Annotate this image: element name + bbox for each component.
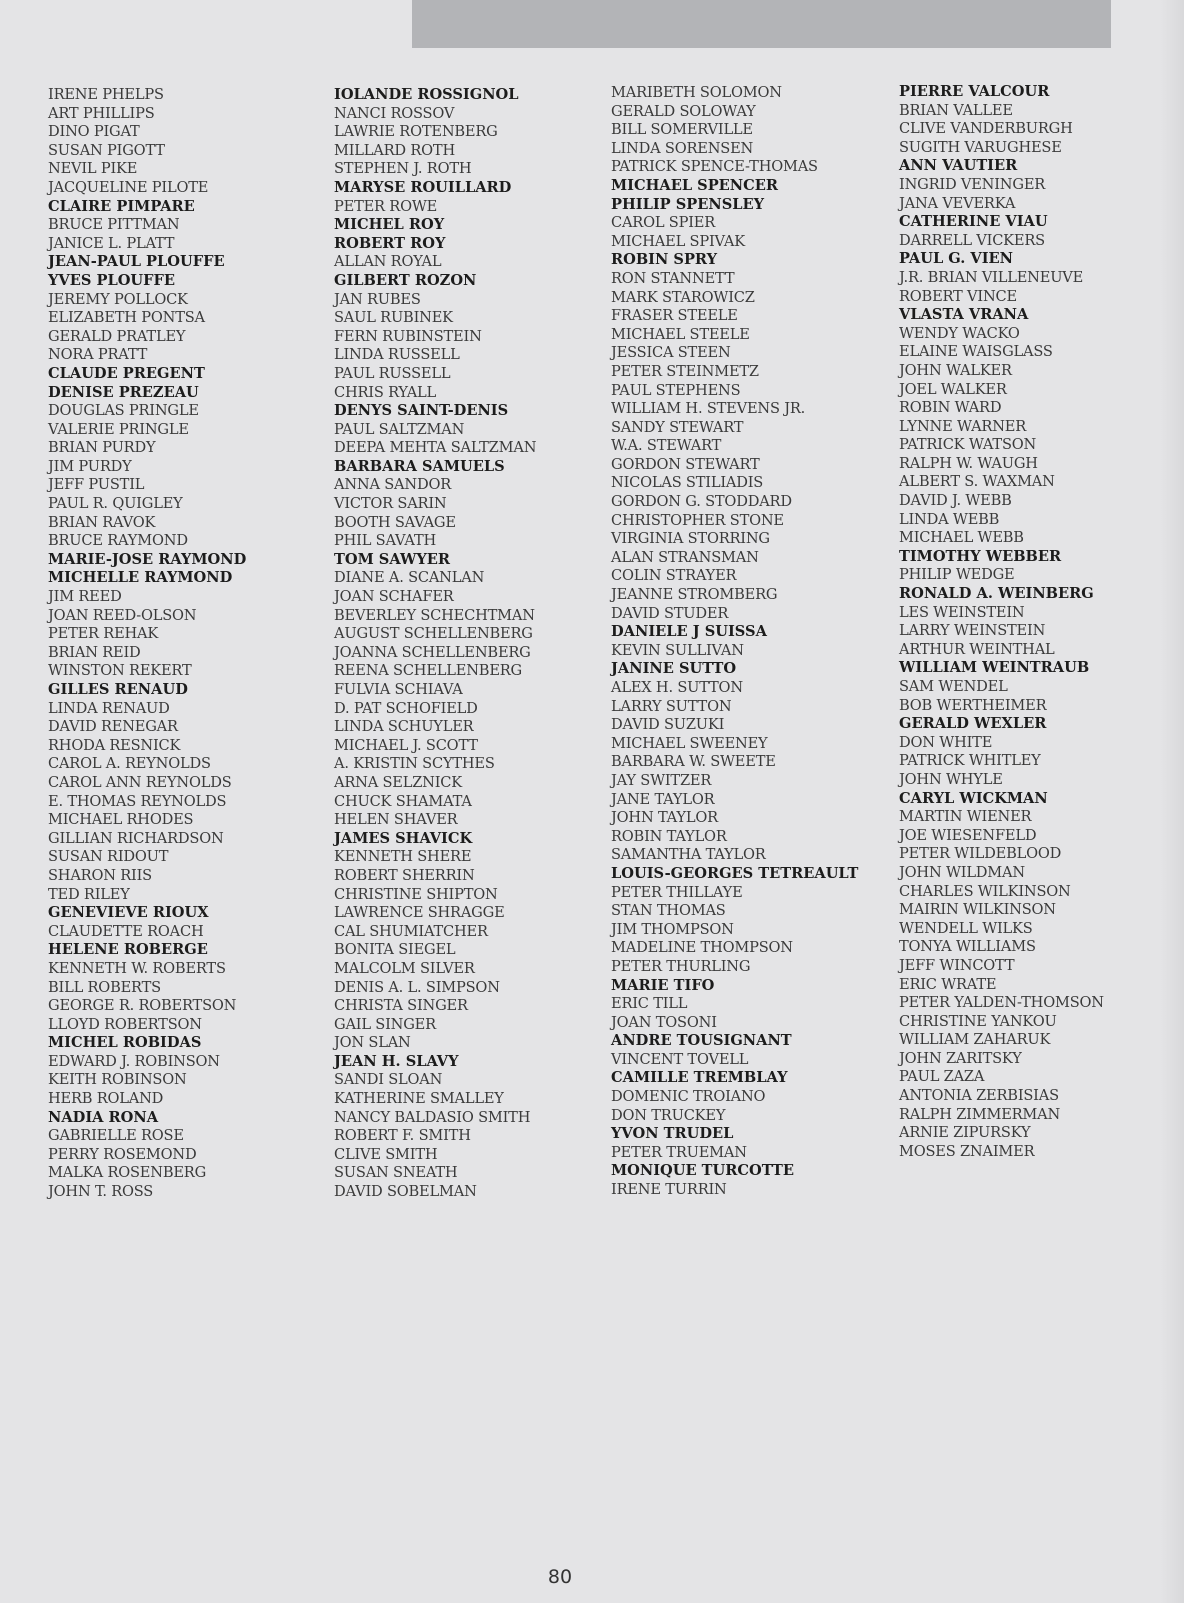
name-entry: ELIZABETH PONTSA <box>48 309 205 327</box>
name-entry: DEEPA MEHTA SALTZMAN <box>334 439 537 457</box>
name-entry: LAWRENCE SHRAGGE <box>334 904 505 922</box>
name-entry: JEFF PUSTIL <box>48 476 145 494</box>
name-entry: LES WEINSTEIN <box>899 603 1025 621</box>
name-entry: VALERIE PRINGLE <box>48 420 189 438</box>
name-entry: LINDA WEBB <box>899 510 1000 528</box>
name-entry: ROBIN WARD <box>899 399 1002 417</box>
name-entry: JEREMY POLLOCK <box>48 290 188 308</box>
page-edge-shadow <box>1160 0 1184 1603</box>
name-entry: SUSAN RIDOUT <box>48 848 169 866</box>
name-entry: BRIAN RAVOK <box>48 513 156 531</box>
name-entry: PETER THILLAYE <box>611 883 743 901</box>
name-entry: DENIS A. L. SIMPSON <box>334 978 500 996</box>
name-entry: BONITA SIEGEL <box>334 941 456 959</box>
name-entry: PETER YALDEN-THOMSON <box>899 994 1104 1012</box>
name-column-1 <box>48 86 246 1202</box>
name-entry: ALBERT S. WAXMAN <box>899 473 1055 491</box>
name-entry: ELAINE WAISGLASS <box>899 343 1053 361</box>
name-entry: TED RILEY <box>48 885 130 903</box>
name-entry: ALEX H. SUTTON <box>611 679 743 696</box>
name-entry: CAL SHUMIATCHER <box>334 922 488 940</box>
name-entry: YVES PLOUFFE <box>48 271 176 289</box>
name-entry: PAUL RUSSELL <box>334 364 451 382</box>
name-entry: JIM PURDY <box>48 457 132 475</box>
name-entry: DINO PIGAT <box>48 123 140 141</box>
name-entry: TOM SAWYER <box>334 550 451 568</box>
name-entry: DAVID SOBELMAN <box>334 1183 477 1201</box>
name-entry: DANIELE J SUISSA <box>611 623 767 641</box>
name-entry: SAUL RUBINEK <box>334 309 453 327</box>
name-entry: GABRIELLE ROSE <box>48 1127 184 1145</box>
name-entry: LINDA SORENSEN <box>611 139 754 157</box>
name-entry: RHODA RESNICK <box>48 736 181 754</box>
name-entry: JANINE SUTTO <box>611 660 737 678</box>
name-entry: JOHN WALKER <box>899 361 1012 379</box>
name-entry: ART PHILLIPS <box>48 104 155 122</box>
name-entry: GORDON G. STODDARD <box>611 493 792 511</box>
name-entry: LYNNE WARNER <box>899 417 1027 435</box>
name-entry: JOE WIESENFELD <box>899 826 1037 844</box>
header-gray-bar <box>412 0 1111 48</box>
name-entry: ARNA SELZNICK <box>334 773 462 791</box>
name-entry: LINDA SCHUYLER <box>334 718 474 736</box>
name-entry: MARYSE ROUILLARD <box>334 178 512 196</box>
name-entry: RALPH W. WAUGH <box>899 454 1038 472</box>
name-entry: JOAN REED-OLSON <box>48 606 197 624</box>
name-entry: BOOTH SAVAGE <box>334 513 456 531</box>
name-entry: MOSES ZNAIMER <box>899 1142 1035 1160</box>
name-entry: NEVIL PIKE <box>48 160 138 178</box>
name-entry: INGRID VENINGER <box>899 175 1046 193</box>
name-entry: SUGITH VARUGHESE <box>899 138 1062 156</box>
name-entry: KEVIN SULLIVAN <box>611 641 744 659</box>
name-entry: JANE TAYLOR <box>611 790 715 808</box>
name-entry: VINCENT TOVELL <box>611 1050 749 1068</box>
name-entry: JIM THOMPSON <box>611 920 734 938</box>
name-entry: MARK STAROWICZ <box>611 288 755 306</box>
name-entry: PETER REHAK <box>48 625 159 643</box>
name-entry: GERALD SOLOWAY <box>611 102 756 120</box>
name-entry: BRUCE RAYMOND <box>48 532 188 550</box>
name-entry: JAY SWITZER <box>611 771 712 789</box>
name-entry: DAVID J. WEBB <box>899 492 1012 510</box>
name-entry: JOHN WHYLE <box>899 770 1003 788</box>
name-entry: HELENE ROBERGE <box>48 941 208 959</box>
name-entry: PAUL STEPHENS <box>611 381 741 399</box>
name-entry: WILLIAM H. STEVENS JR. <box>611 400 806 418</box>
name-entry: PATRICK SPENCE-THOMAS <box>611 158 818 176</box>
name-entry: NANCY BALDASIO SMITH <box>334 1108 531 1126</box>
name-entry: MILLARD ROTH <box>334 141 455 159</box>
name-entry: BOB WERTHEIMER <box>899 696 1047 714</box>
name-entry: TONYA WILLIAMS <box>899 938 1036 956</box>
name-entry: NICOLAS STILIADIS <box>611 474 764 492</box>
name-entry: CARYL WICKMAN <box>899 789 1048 807</box>
name-entry: JOEL WALKER <box>899 380 1007 398</box>
name-entry: SAMANTHA TAYLOR <box>611 846 766 864</box>
name-entry: JOHN WILDMAN <box>899 863 1025 881</box>
name-entry: EDWARD J. ROBINSON <box>48 1052 220 1070</box>
name-entry: DAVID SUZUKI <box>611 716 725 734</box>
name-entry: ALLAN ROYAL <box>334 253 442 271</box>
name-entry: MICHEL ROBIDAS <box>48 1034 202 1052</box>
name-entry: CAROL ANN REYNOLDS <box>48 773 232 791</box>
name-entry: PETER THURLING <box>611 957 751 975</box>
name-entry: PERRY ROSEMOND <box>48 1145 197 1163</box>
name-entry: CLIVE SMITH <box>334 1145 438 1163</box>
name-entry: CHRISTOPHER STONE <box>611 511 784 529</box>
name-entry: CAROL SPIER <box>611 214 716 232</box>
name-entry: PETER STEINMETZ <box>611 362 759 380</box>
name-entry: IRENE TURRIN <box>611 1181 727 1199</box>
name-entry: MICHAEL SWEENEY <box>611 734 768 752</box>
name-entry: WILLIAM WEINTRAUB <box>899 659 1090 677</box>
name-entry: HELEN SHAVER <box>334 811 458 829</box>
name-entry: MICHAEL J. SCOTT <box>334 736 478 754</box>
name-entry: WINSTON REKERT <box>48 662 192 680</box>
name-entry: DENYS SAINT-DENIS <box>334 402 509 420</box>
name-entry: SAM WENDEL <box>899 678 1008 695</box>
name-entry: JIM REED <box>48 588 122 606</box>
name-entry: ROBIN SPRY <box>611 251 718 269</box>
name-entry: A. KRISTIN SCYTHES <box>334 755 495 773</box>
name-entry: CLAUDETTE ROACH <box>48 922 204 940</box>
name-entry: COLIN STRAYER <box>611 567 737 585</box>
name-entry: LOUIS-GEORGES TETREAULT <box>611 864 859 882</box>
name-entry: JAMES SHAVICK <box>334 829 473 847</box>
name-entry: PATRICK WATSON <box>899 436 1037 454</box>
name-entry: JOHN TAYLOR <box>611 809 718 827</box>
name-entry: CATHERINE VIAU <box>899 213 1048 231</box>
name-entry: JOHN ZARITSKY <box>899 1049 1022 1067</box>
name-entry: VLASTA VRANA <box>899 306 1029 324</box>
name-entry: E. THOMAS REYNOLDS <box>48 792 227 810</box>
name-entry: CLIVE VANDERBURGH <box>899 120 1073 138</box>
name-entry: BRUCE PITTMAN <box>48 216 180 234</box>
name-entry: ANN VAUTIER <box>899 157 1018 175</box>
name-entry: JOAN TOSONI <box>611 1013 717 1031</box>
name-entry: CHRISTA SINGER <box>334 997 468 1015</box>
name-entry: CLAUDE PREGENT <box>48 364 205 382</box>
name-entry: BILL ROBERTS <box>48 978 161 996</box>
name-entry: YVON TRUDEL <box>611 1125 734 1143</box>
name-column-3 <box>611 84 858 1200</box>
name-entry: ROBERT SHERRIN <box>334 866 475 884</box>
name-entry: CAROL A. REYNOLDS <box>48 755 211 773</box>
name-entry: CHRIS RYALL <box>334 383 437 401</box>
name-entry: BRIAN REID <box>48 643 141 661</box>
name-entry: KENNETH SHERE <box>334 848 472 866</box>
name-entry: GERALD WEXLER <box>899 715 1047 733</box>
name-entry: NADIA RONA <box>48 1108 159 1126</box>
name-entry: HERB ROLAND <box>48 1090 164 1108</box>
name-entry: GERALD PRATLEY <box>48 327 186 345</box>
name-entry: RALPH ZIMMERMAN <box>899 1105 1061 1123</box>
name-entry: JANICE L. PLATT <box>48 234 175 252</box>
name-entry: JOAN SCHAFER <box>334 588 454 606</box>
name-entry: PHILIP WEDGE <box>899 566 1015 584</box>
name-entry: KATHERINE SMALLEY <box>334 1090 504 1108</box>
name-entry: CHARLES WILKINSON <box>899 882 1071 900</box>
name-entry: BEVERLEY SCHECHTMAN <box>334 606 535 624</box>
name-entry: PHIL SAVATH <box>334 532 437 550</box>
name-entry: GILLES RENAUD <box>48 681 188 698</box>
name-entry: ANDRE TOUSIGNANT <box>611 1032 792 1050</box>
name-entry: DOMENIC TROIANO <box>611 1088 766 1106</box>
name-entry: JOANNA SCHELLENBERG <box>334 643 531 661</box>
name-entry: ROBERT VINCE <box>899 287 1017 305</box>
name-entry: ROBERT ROY <box>334 234 446 252</box>
name-entry: RONALD A. WEINBERG <box>899 585 1094 603</box>
name-entry: MICHELLE RAYMOND <box>48 569 233 587</box>
name-entry: PETER WILDEBLOOD <box>899 845 1062 863</box>
name-entry: KEITH ROBINSON <box>48 1071 187 1089</box>
name-entry: ALAN STRANSMAN <box>611 548 759 566</box>
name-entry: DARRELL VICKERS <box>899 231 1045 249</box>
name-entry: MONIQUE TURCOTTE <box>611 1162 795 1180</box>
name-entry: BILL SOMERVILLE <box>611 121 753 139</box>
name-entry: NANCI ROSSOV <box>334 104 455 122</box>
name-entry: LINDA RENAUD <box>48 699 170 717</box>
name-entry: BRIAN PURDY <box>48 439 156 457</box>
name-entry: PAUL R. QUIGLEY <box>48 495 183 513</box>
name-entry: AUGUST SCHELLENBERG <box>334 625 533 643</box>
name-entry: MALKA ROSENBERG <box>48 1164 207 1182</box>
name-entry: MICHEL ROY <box>334 216 445 234</box>
name-entry: BARBARA SAMUELS <box>334 457 505 475</box>
name-entry: RON STANNETT <box>611 269 735 287</box>
name-entry: MARIBETH SOLOMON <box>611 84 782 101</box>
name-entry: ROBIN TAYLOR <box>611 827 727 845</box>
name-entry: DIANE A. SCANLAN <box>334 569 485 587</box>
name-column-4 <box>899 83 1104 1161</box>
name-entry: SUSAN PIGOTT <box>48 141 165 159</box>
name-entry: ARTHUR WEINTHAL <box>899 640 1055 658</box>
page-number: 80 <box>547 1566 573 1588</box>
name-entry: JEANNE STROMBERG <box>611 586 778 604</box>
name-entry: GENEVIEVE RIOUX <box>48 904 209 922</box>
name-entry: WENDELL WILKS <box>899 919 1033 937</box>
name-entry: VIRGINIA STORRING <box>611 530 770 548</box>
name-entry: CAMILLE TREMBLAY <box>611 1069 788 1087</box>
name-entry: SHARON RIIS <box>48 866 152 884</box>
name-entry: DON TRUCKEY <box>611 1106 726 1124</box>
name-entry: MICHAEL WEBB <box>899 529 1024 547</box>
name-entry: ANNA SANDOR <box>334 476 452 494</box>
name-entry: MARIE-JOSE RAYMOND <box>48 550 247 568</box>
name-entry: TIMOTHY WEBBER <box>899 547 1062 565</box>
name-entry: PAUL SALTZMAN <box>334 420 465 438</box>
name-entry: DAVID STUDER <box>611 604 729 622</box>
name-entry: SUSAN SNEATH <box>334 1164 458 1182</box>
name-entry: DAVID RENEGAR <box>48 718 178 736</box>
name-entry: CHRISTINE SHIPTON <box>334 885 498 903</box>
name-entry: DON WHITE <box>899 733 993 751</box>
name-entry: PATRICK WHITLEY <box>899 752 1041 770</box>
name-entry: BRIAN VALLEE <box>899 101 1013 119</box>
name-entry: REENA SCHELLENBERG <box>334 662 523 680</box>
name-entry: JESSICA STEEN <box>611 344 731 362</box>
name-entry: JACQUELINE PILOTE <box>48 178 209 196</box>
name-entry: PHILIP SPENSLEY <box>611 195 765 213</box>
name-entry: PETER TRUEMAN <box>611 1143 747 1161</box>
name-entry: JEAN-PAUL PLOUFFE <box>48 253 225 271</box>
name-entry: IOLANDE ROSSIGNOL <box>334 86 519 103</box>
name-entry: NORA PRATT <box>48 346 148 364</box>
name-entry: PAUL G. VIEN <box>899 250 1014 268</box>
name-entry: ROBERT F. SMITH <box>334 1127 471 1145</box>
name-entry: JANA VEVERKA <box>899 194 1016 212</box>
name-entry: WILLIAM ZAHARUK <box>899 1031 1051 1049</box>
name-entry: MICHAEL STEELE <box>611 325 750 343</box>
name-entry: JOHN T. ROSS <box>48 1183 154 1201</box>
name-entry: CLAIRE PIMPARE <box>48 197 195 215</box>
name-entry: JEAN H. SLAVY <box>334 1052 459 1070</box>
name-entry: LARRY SUTTON <box>611 697 732 715</box>
name-entry: JEFF WINCOTT <box>899 956 1015 974</box>
name-entry: ARNIE ZIPURSKY <box>899 1124 1031 1142</box>
name-entry: J.R. BRIAN VILLENEUVE <box>899 268 1084 286</box>
name-entry: D. PAT SCHOFIELD <box>334 699 478 717</box>
name-entry: WENDY WACKO <box>899 324 1020 342</box>
name-entry: ANTONIA ZERBISIAS <box>899 1087 1059 1105</box>
name-entry: MICHAEL RHODES <box>48 811 194 829</box>
name-entry: MAIRIN WILKINSON <box>899 901 1056 919</box>
name-entry: CHUCK SHAMATA <box>334 792 472 810</box>
name-entry: STAN THOMAS <box>611 902 726 920</box>
name-entry: LARRY WEINSTEIN <box>899 622 1046 640</box>
name-entry: MALCOLM SILVER <box>334 959 475 977</box>
name-entry: BARBARA W. SWEETE <box>611 753 776 771</box>
name-entry: CHRISTINE YANKOU <box>899 1012 1057 1030</box>
name-entry: MADELINE THOMPSON <box>611 939 793 957</box>
name-entry: FERN RUBINSTEIN <box>334 327 482 345</box>
name-entry: PIERRE VALCOUR <box>899 83 1050 100</box>
name-entry: LLOYD ROBERTSON <box>48 1015 202 1033</box>
name-entry: W.A. STEWART <box>611 437 722 455</box>
name-entry: SANDI SLOAN <box>334 1071 443 1089</box>
name-entry: MARTIN WIENER <box>899 808 1032 826</box>
name-entry: LINDA RUSSELL <box>334 346 460 364</box>
name-entry: PAUL ZAZA <box>899 1068 985 1086</box>
name-entry: DOUGLAS PRINGLE <box>48 402 199 420</box>
name-column-2 <box>334 86 536 1202</box>
name-entry: STEPHEN J. ROTH <box>334 160 472 178</box>
name-entry: JAN RUBES <box>334 290 421 308</box>
name-entry: SANDY STEWART <box>611 418 744 436</box>
name-entry: ERIC TILL <box>611 995 688 1013</box>
name-entry: DENISE PREZEAU <box>48 383 199 401</box>
name-entry: FRASER STEELE <box>611 307 738 325</box>
name-entry: FULVIA SCHIAVA <box>334 681 463 698</box>
name-entry: VICTOR SARIN <box>334 495 447 513</box>
name-entry: MARIE TIFO <box>611 976 715 994</box>
name-entry: LAWRIE ROTENBERG <box>334 123 498 141</box>
name-entry: MICHAEL SPENCER <box>611 176 779 194</box>
name-entry: GORDON STEWART <box>611 455 760 473</box>
name-entry: KENNETH W. ROBERTS <box>48 959 226 977</box>
name-entry: GILLIAN RICHARDSON <box>48 829 224 847</box>
name-entry: PETER ROWE <box>334 197 438 215</box>
name-entry: MICHAEL SPIVAK <box>611 232 745 250</box>
name-entry: ERIC WRATE <box>899 975 997 993</box>
name-entry: JON SLAN <box>334 1034 411 1052</box>
name-entry: GAIL SINGER <box>334 1015 436 1033</box>
name-entry: IRENE PHELPS <box>48 86 164 103</box>
name-entry: GEORGE R. ROBERTSON <box>48 997 237 1015</box>
name-entry: GILBERT ROZON <box>334 271 477 289</box>
